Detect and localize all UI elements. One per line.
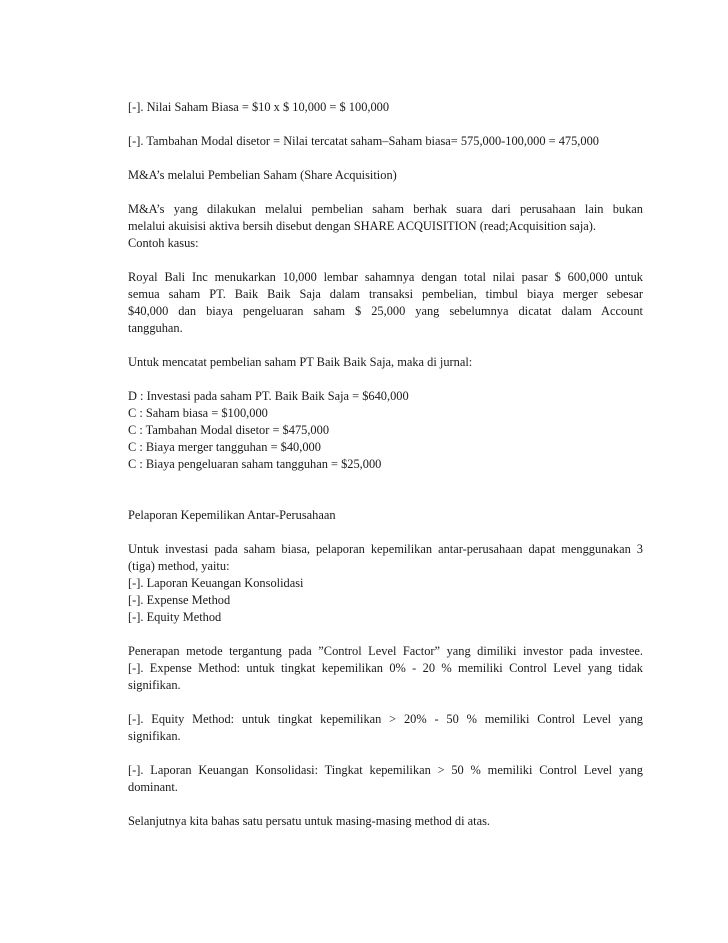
journal-entries [128, 388, 643, 473]
journal-entry: C : Biaya pengeluaran saham tangguhan = $25,000 [128, 457, 382, 471]
text-line: Contoh kasus: [128, 236, 199, 250]
text-line: signifikan. [128, 678, 181, 692]
text-line: dominant. [128, 780, 178, 794]
text-line: melalui akuisisi aktiva bersih disebut dengan SHARE ACQUISITION (read;Acquisition saja). [128, 219, 597, 233]
text-line: signifikan. [128, 729, 181, 743]
journal-entry: D : Investasi pada saham PT. Baik Baik Saja = $640,000 [128, 389, 409, 403]
text-line: (tiga) method, yaitu: [128, 559, 230, 573]
paragraph-case-example [128, 269, 643, 337]
text-line: $40,000 dan biaya pengeluaran saham $ 25,000 yang sebelumnya dicatat dalam Account [128, 304, 643, 318]
text-line: Penerapan metode tergantung pada ”Control Level Factor” yang dimiliki investor pada investee. [128, 644, 643, 658]
text-line: semua saham PT. Baik Baik Saja dalam transaksi pembelian, timbul biaya merger sebesar [128, 287, 643, 301]
paragraph-definition [128, 201, 643, 252]
paragraph-journal-intro [128, 354, 643, 371]
journal-entry: C : Biaya merger tangguhan = $40,000 [128, 440, 321, 454]
paragraph-nilai-saham [128, 99, 643, 116]
section-heading-pelaporan [128, 507, 643, 524]
text-line: tangguhan. [128, 321, 183, 335]
text-line: M&A’s yang dilakukan melalui pembelian saham berhak suara dari perusahaan lain bukan [128, 202, 643, 216]
heading-text: M&A’s melalui Pembelian Saham (Share Acquisition) [128, 168, 397, 182]
text-line: Royal Bali Inc menukarkan 10,000 lembar sahamnya dengan total nilai pasar $ 600,000 untuk [128, 270, 643, 284]
text-line: Untuk mencatat pembelian saham PT Baik Baik Saja, maka di jurnal: [128, 355, 473, 369]
heading-text: Pelaporan Kepemilikan Antar-Perusahaan [128, 508, 336, 522]
text-line: [-]. Nilai Saham Biasa = $10 x $ 10,000 = $ 100,000 [128, 100, 390, 114]
document-body [128, 99, 643, 847]
text-line: [-]. Tambahan Modal disetor = Nilai tercatat saham–Saham biasa= 575,000-100,000 = 475,000 [128, 134, 599, 148]
journal-entry: C : Saham biasa = $100,000 [128, 406, 268, 420]
paragraph-closing [128, 813, 643, 830]
text-line: Untuk investasi pada saham biasa, pelaporan kepemilikan antar-perusahaan dapat menggunakan 3 [128, 542, 643, 556]
text-line: [-]. Laporan Keuangan Konsolidasi: Tingkat kepemilikan > 50 % memiliki Control Level yang [128, 763, 643, 777]
text-line: Selanjutnya kita bahas satu persatu untuk masing-masing method di atas. [128, 814, 491, 828]
list-item: [-]. Equity Method [128, 610, 222, 624]
text-line: [-]. Equity Method: untuk tingkat kepemilikan > 20% - 50 % memiliki Control Level yang [128, 712, 643, 726]
journal-entry: C : Tambahan Modal disetor = $475,000 [128, 423, 330, 437]
paragraph-methods [128, 541, 643, 626]
paragraph-tambahan-modal [128, 133, 643, 150]
section-heading-share-acquisition [128, 167, 643, 184]
text-line: [-]. Expense Method: untuk tingkat kepemilikan 0% - 20 % memiliki Control Level yang tidak [128, 661, 643, 675]
list-item: [-]. Laporan Keuangan Konsolidasi [128, 576, 304, 590]
list-item: [-]. Expense Method [128, 593, 231, 607]
paragraph-control-level [128, 643, 643, 694]
paragraph-konsolidasi [128, 762, 643, 796]
paragraph-equity-method [128, 711, 643, 745]
